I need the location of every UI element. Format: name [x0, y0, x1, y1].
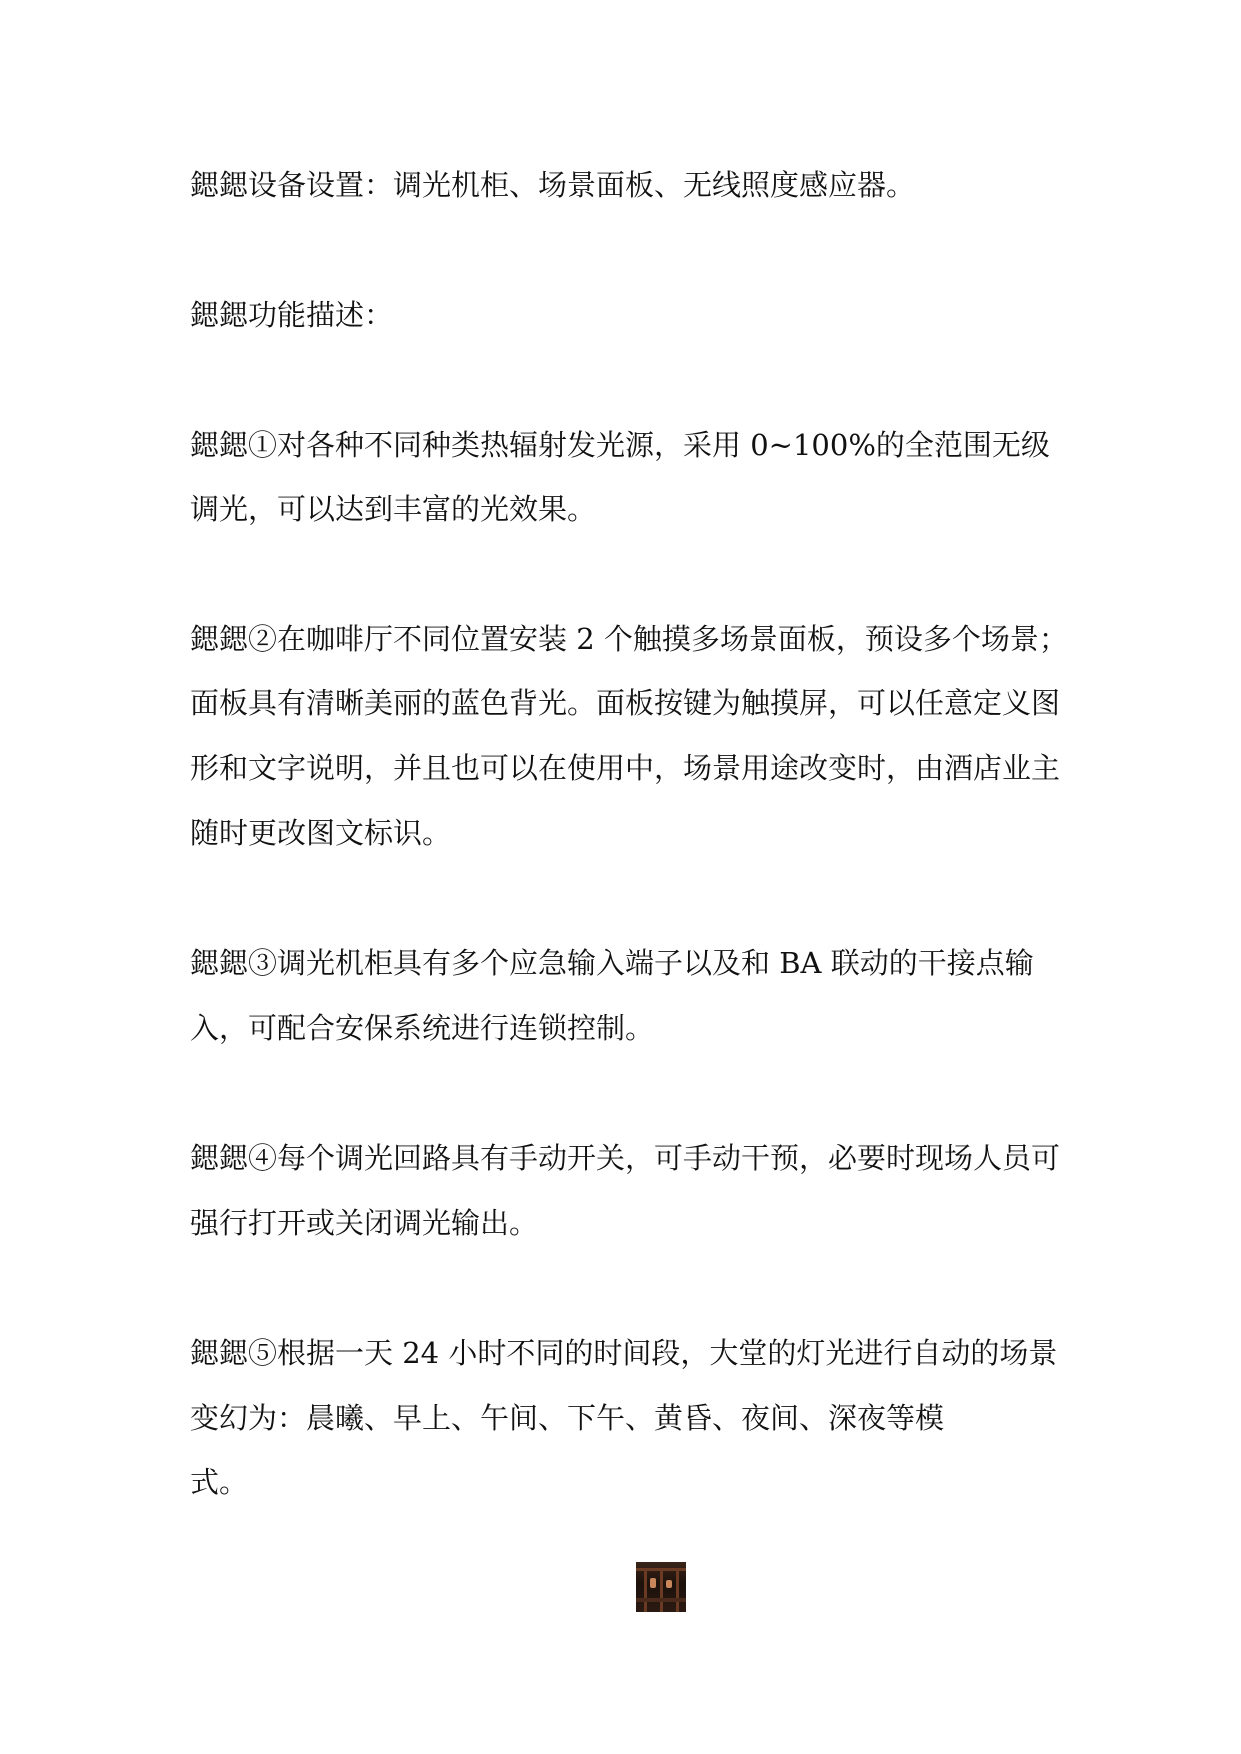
- paragraph-item-5-line-1: 鍶鍶⑤根据一天 24 小时不同的时间段，大堂的灯光进行自动的场景: [190, 1336, 1058, 1370]
- paragraph-function-heading: 鍶鍶功能描述：: [190, 298, 394, 332]
- paragraph-item-2-line-2: 面板具有清晰美丽的蓝色背光。面板按键为触摸屏，可以任意定义图: [190, 686, 1061, 720]
- paragraph-item-1-line-1: 鍶鍶①对各种不同种类热辐射发光源，采用 0~100%的全范围无级: [190, 428, 1050, 462]
- cafe-photo-thumbnail: [636, 1562, 686, 1612]
- paragraph-item-2-line-4: 随时更改图文标识。: [190, 816, 452, 850]
- paragraph-item-5-line-2: 变幻为：晨曦、早上、午间、下午、黄昏、夜间、深夜等模: [190, 1401, 945, 1435]
- paragraph-item-4-line-2: 强行打开或关闭调光输出。: [190, 1206, 539, 1240]
- paragraph-item-3-line-2: 入，可配合安保系统进行连锁控制。: [190, 1011, 655, 1045]
- paragraph-item-1-line-2: 调光，可以达到丰富的光效果。: [190, 492, 597, 526]
- paragraph-equipment-setup: 鍶鍶设备设置：调光机柜、场景面板、无线照度感应器。: [190, 168, 916, 202]
- paragraph-item-3-line-1: 鍶鍶③调光机柜具有多个应急输入端子以及和 BA 联动的干接点输: [190, 946, 1034, 980]
- paragraph-item-4-line-1: 鍶鍶④每个调光回路具有手动开关，可手动干预，必要时现场人员可: [190, 1141, 1061, 1175]
- paragraph-item-2-line-3: 形和文字说明，并且也可以在使用中，场景用途改变时，由酒店业主: [190, 751, 1061, 785]
- paragraph-item-2-line-1: 鍶鍶②在咖啡厅不同位置安装 2 个触摸多场景面板，预设多个场景；: [190, 622, 1068, 656]
- paragraph-item-5-line-3: 式。: [190, 1465, 249, 1499]
